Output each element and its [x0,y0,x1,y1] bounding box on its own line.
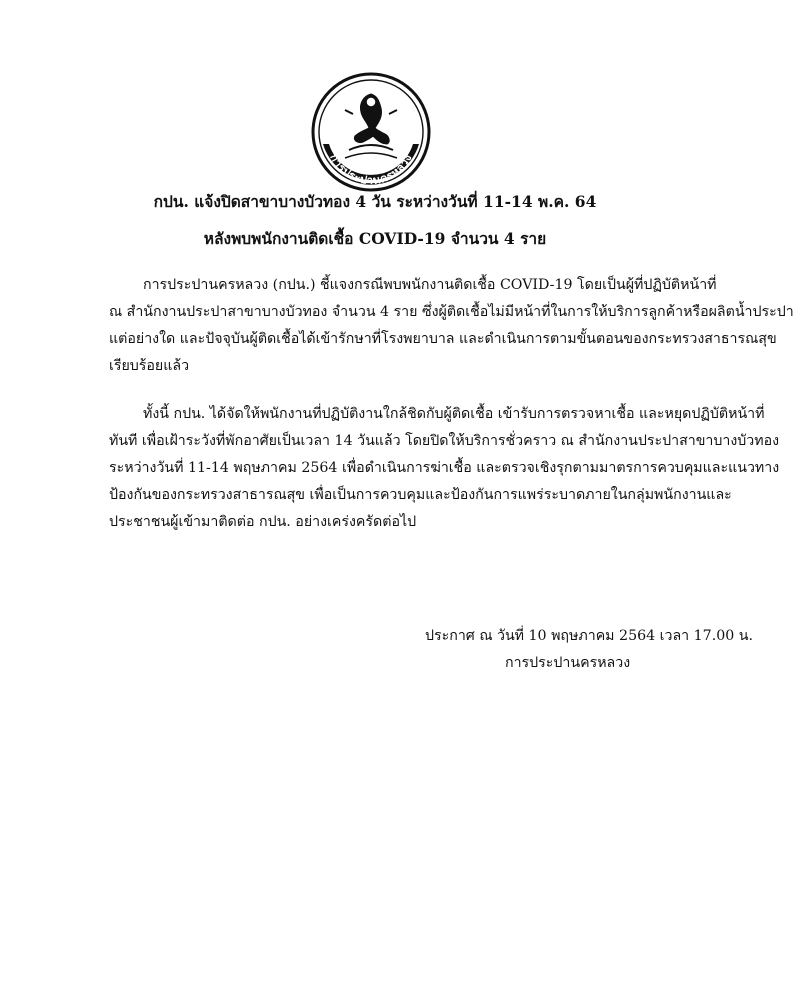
paragraph-line: การประปานครหลวง (กปน.) ชี้แจงกรณีพบพนักงานติดเชื้อ COVID-19 โดยเป็นผู้ที่ปฏิบัติหน้าที่ [143,277,717,293]
paragraph-line: เรียบร้อยแล้ว [109,358,190,374]
body-paragraph-1 [109,272,794,380]
paragraph-line: ประชาชนผู้เข้ามาติดต่อ กปน. อย่างเคร่งครัดต่อไป [109,514,417,530]
heading-line-2: หลังพบพนักงานติดเชื้อ COVID-19 จำนวน 4 ราย [203,229,547,248]
paragraph-line: ป้องกันของกระทรวงสาธารณสุข เพื่อเป็นการควบคุมและป้องกันการแพร่ระบาดภายในกลุ่มพนักงานและ [109,487,732,503]
paragraph-line: ระหว่างวันที่ 11-14 พฤษภาคม 2564 เพื่อดำเนินการฆ่าเชื้อ และตรวจเชิงรุกตามมาตรการควบคุมและแนวทาง [109,460,780,476]
paragraph-line: แต่อย่างใด และปัจจุบันผู้ติดเชื้อได้เข้ารักษาที่โรงพยาบาล และดำเนินการตามขั้นตอนของกระทรวงสาธารณสุข [109,331,777,347]
paragraph-line: ณ สำนักงานประปาสาขาบางบัวทอง จำนวน 4 ราย ซึ่งผู้ติดเชื้อไม่มีหน้าที่ในการให้บริการลูกค้าหรือผลิตน้ำประปา [109,304,794,320]
paragraph-line: ทั้งนี้ กปน. ได้จัดให้พนักงานที่ปฏิบัติงานใกล้ชิดกับผู้ติดเชื้อ เข้ารับการตรวจหาเชื้อ และหยุดปฏิบัติหน้าที่ [143,406,765,422]
heading-line-1: กปน. แจ้งปิดสาขาบางบัวทอง 4 วัน ระหว่างวันที่ 11-14 พ.ค. 64 [153,192,597,211]
body-paragraph-2 [109,401,780,536]
svg-text:การประปานครหลวง: การประปานครหลวง [327,151,415,188]
mwa-seal-logo [309,70,433,194]
paragraph-line: ทันที เพื่อเฝ้าระวังที่พักอาศัยเป็นเวลา 14 วันแล้ว โดยปิดให้บริการชั่วคราว ณ สำนักงานประปาสาขาบางบัวทอง [109,433,780,449]
announcement-date: ประกาศ ณ วันที่ 10 พฤษภาคม 2564 เวลา 17.00 น. [425,628,753,644]
issuing-organization: การประปานครหลวง [505,655,631,671]
